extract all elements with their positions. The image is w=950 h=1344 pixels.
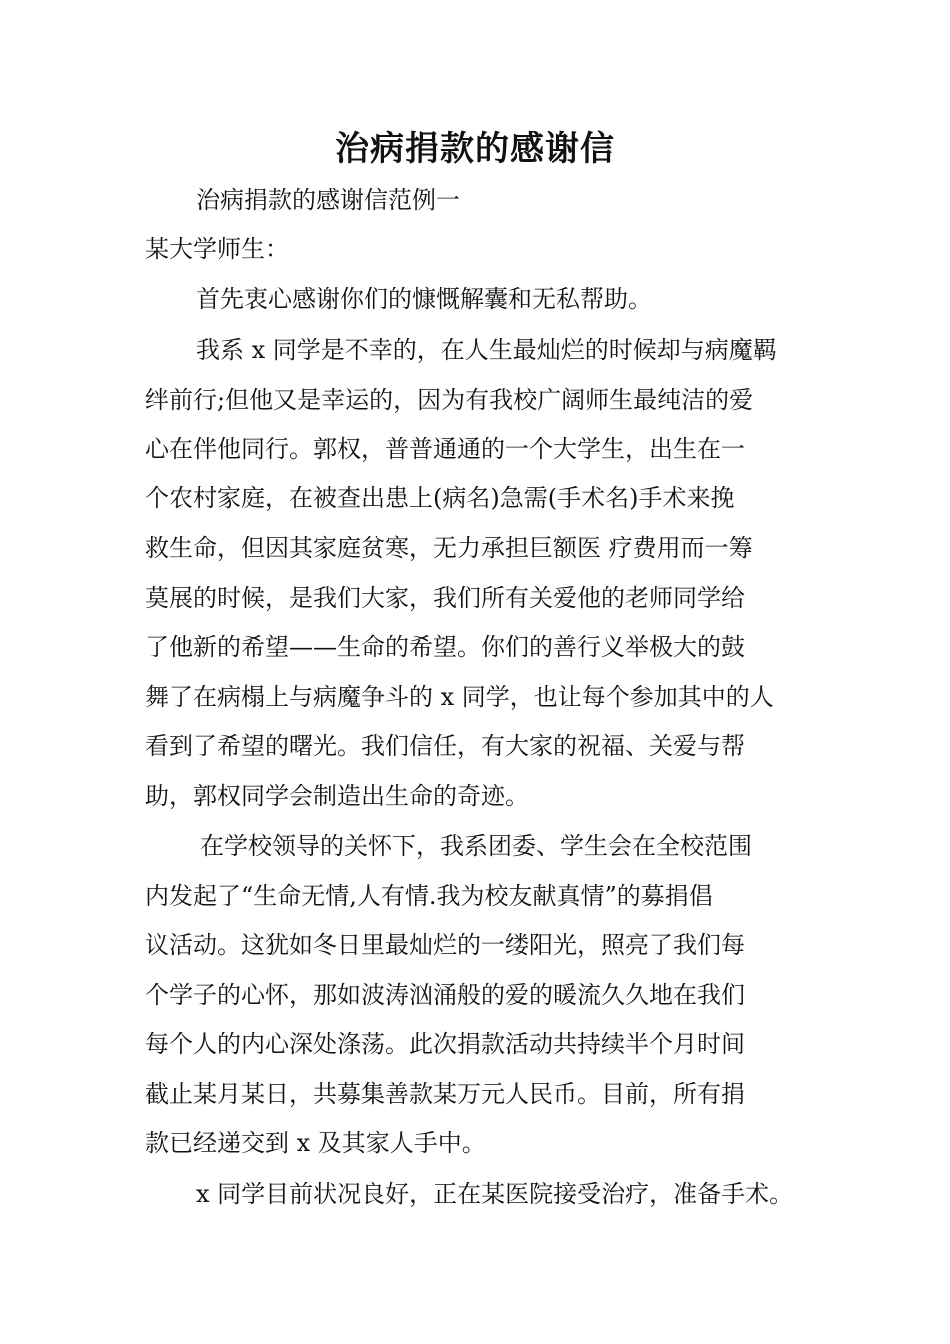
document-subtitle: 治病捐款的感谢信范例一 xyxy=(196,186,460,214)
paragraph-line: 个农村家庭，在被查出患上(病名)急需(手术名)手术来挽 xyxy=(145,484,735,512)
paragraph-line: 看到了希望的曙光。我们信任，有大家的祝福、关爱与帮 xyxy=(145,732,745,760)
paragraph-line: 款已经递交到 x 及其家人手中。 xyxy=(145,1129,486,1157)
paragraph-line: 绊前行;但他又是幸运的，因为有我校广阔师生最纯洁的爱 xyxy=(145,386,754,414)
paragraph-line: 在学校领导的关怀下，我系团委、学生会在全校范围 xyxy=(200,832,752,860)
paragraph-line: 了他新的希望——生命的希望。你们的善行义举极大的鼓 xyxy=(145,633,745,661)
paragraph-line: 议活动。这犹如冬日里最灿烂的一缕阳光，照亮了我们每 xyxy=(145,931,745,959)
paragraph-line: 救生命，但因其家庭贫寒，无力承担巨额医 疗费用而一筹 xyxy=(145,534,753,562)
paragraph-line: 我系 x 同学是不幸的，在人生最灿烂的时候却与病魔羁 xyxy=(196,336,777,364)
paragraph-line: 莫展的时候，是我们大家，我们所有关爱他的老师同学给 xyxy=(145,584,745,612)
paragraph-line: 首先衷心感谢你们的慷慨解囊和无私帮助。 xyxy=(196,285,652,313)
document-title: 治病捐款的感谢信 xyxy=(335,129,615,169)
paragraph-line: 助，郭权同学会制造出生命的奇迹。 xyxy=(145,782,529,810)
paragraph-line: 个学子的心怀，那如波涛汹涌般的爱的暖流久久地在我们 xyxy=(145,981,745,1009)
paragraph-line: x 同学目前状况良好，正在某医院接受治疗，准备手术。 xyxy=(196,1180,794,1208)
paragraph-line: 内发起了“生命无情,人有情.我为校友献真情”的募捐倡 xyxy=(145,882,713,910)
salutation: 某大学师生： xyxy=(145,235,289,263)
paragraph-line: 每个人的内心深处涤荡。此次捐款活动共持续半个月时间 xyxy=(145,1030,745,1058)
paragraph-line: 舞了在病榻上与病魔争斗的 x 同学，也让每个参加其中的人 xyxy=(145,683,774,711)
paragraph-line: 截止某月某日，共募集善款某万元人民币。目前，所有捐 xyxy=(145,1080,745,1108)
paragraph-line: 心在伴他同行。郭权，普普通通的一个大学生，出生在一 xyxy=(145,435,745,463)
